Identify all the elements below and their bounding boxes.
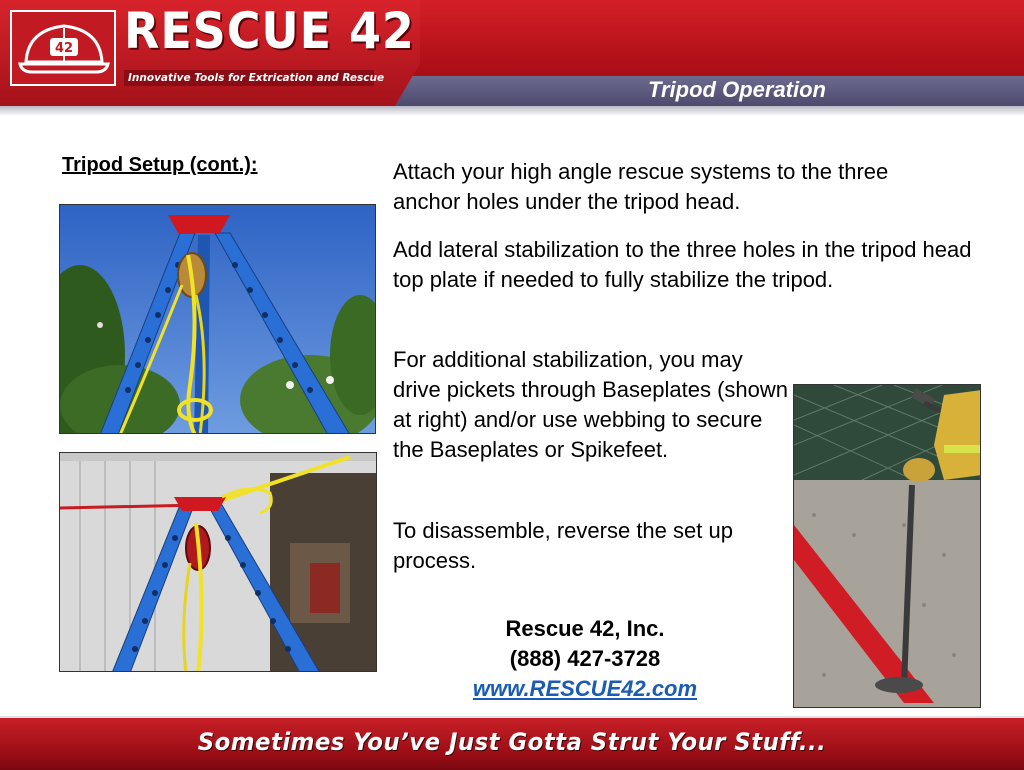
brand-tagline: Innovative Tools for Extrication and Rescue xyxy=(124,70,374,86)
paragraph-lateral-stabilization: Add lateral stabilization to the three holes in the tripod head top plate if needed to fully stabilize the tripod. xyxy=(393,237,972,292)
tripod-doorway-photo xyxy=(59,452,377,672)
slide-title: Tripod Operation xyxy=(647,77,826,102)
website-link[interactable]: www.RESCUE42.com xyxy=(472,676,698,701)
header-divider xyxy=(0,106,1024,116)
tripod-sky-photo xyxy=(59,204,376,434)
baseplate-picket-photo xyxy=(793,384,981,708)
paragraph-anchor-holes: Attach your high angle rescue systems to the three anchor holes under the tripod head. xyxy=(393,159,889,214)
brand-name: RESCUE 42 xyxy=(124,2,415,60)
helmet-logo xyxy=(10,10,116,86)
footer-slogan: Sometimes You’ve Just Gotta Strut Your Stuff... xyxy=(197,728,827,756)
footer-banner xyxy=(0,716,1024,770)
fire-helmet-icon xyxy=(16,16,112,82)
paragraph-additional-stabilization: For additional stabilization, you may drive pickets through Baseplates (shown at right) and/or use webbing to secure the Baseplates or Spikefeet. xyxy=(393,347,788,462)
company-name: Rescue 42, Inc. xyxy=(505,616,665,641)
header-banner xyxy=(0,0,1024,114)
phone-number: (888) 427-3728 xyxy=(509,646,661,671)
paragraph-disassemble: To disassemble, reverse the set up process. xyxy=(393,518,733,573)
logo-number: 42 xyxy=(54,41,74,56)
contact-block xyxy=(440,614,730,704)
section-heading: Tripod Setup (cont.): xyxy=(62,154,258,176)
